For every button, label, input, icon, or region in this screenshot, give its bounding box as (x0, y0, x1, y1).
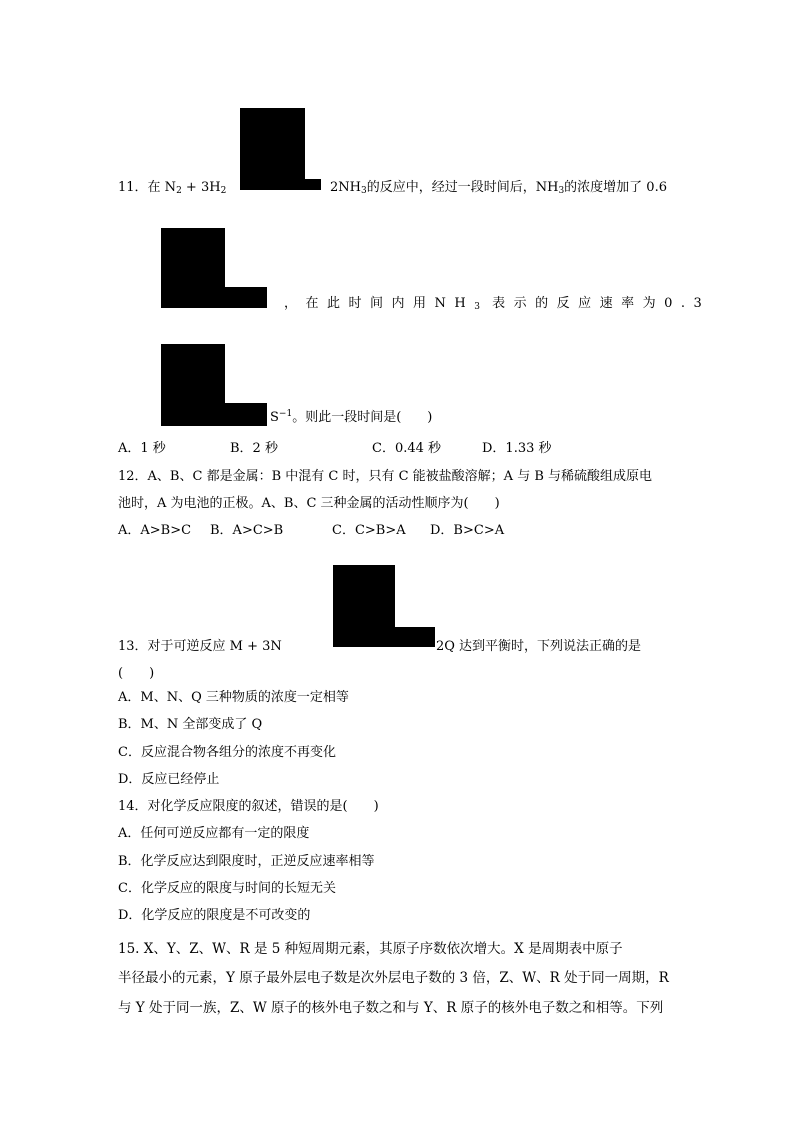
q14-option-d[interactable]: D．化学反应的限度是不可改变的 (118, 908, 311, 923)
q11-text: + 3H (181, 180, 221, 195)
q11-option-a[interactable]: A．1 秒 (118, 441, 166, 456)
q11-sub: 3 (360, 186, 367, 196)
q13-option-b[interactable]: B．M、N 全部变成了 Q (118, 717, 263, 732)
q15-line2: 半径最小的元素，Y 原子最外层电子数是次外层电子数的 3 倍，Z、W、R 处于同一周期，R (118, 970, 669, 986)
q11-sup: −1 (278, 409, 293, 419)
q13-stem-b: 2Q 达到平衡时，下列说法正确的是 (436, 639, 642, 654)
q12-line1: 12．A、B、C 都是金属：B 中混有 C 时，只有 C 能被盐酸溶解；A 与 B 与稀硫酸组成原电 (118, 469, 653, 484)
q11-line2 (284, 292, 711, 312)
q13-option-c[interactable]: C．反应混合物各组分的浓度不再变化 (118, 745, 336, 760)
q11-option-d[interactable]: D．1.33 秒 (482, 441, 552, 456)
q11-text: S (270, 410, 279, 425)
q11-text: 的反应中，经过一段时间后，NH (366, 180, 559, 195)
redacted-image-2b (203, 287, 267, 308)
q11-line1-left (118, 176, 226, 196)
q12-option-d[interactable]: D．B>C>A (430, 523, 505, 538)
q11-line3 (270, 406, 432, 425)
q14-option-b[interactable]: B．化学反应达到限度时，正逆反应速率相等 (118, 854, 375, 869)
q11-sub: 2 (220, 186, 227, 196)
q12-option-c[interactable]: C．C>B>A (332, 523, 406, 538)
q11-text: 表示的反应速率为0.3 (492, 296, 711, 311)
q13-stem-c: ( ) (118, 666, 155, 681)
q14-stem: 14．对化学反应限度的叙述，错误的是( ) (118, 799, 379, 814)
q11-line1-right (330, 176, 667, 196)
q12-line2: 池时，A 为电池的正极。A、B、C 三种金属的活动性顺序为( ) (118, 496, 500, 511)
q12-option-a[interactable]: A．A>B>C (118, 523, 192, 538)
q11-option-c[interactable]: C．0.44 秒 (372, 441, 442, 456)
q15-line3: 与 Y 处于同一族，Z、W 原子的核外电子数之和与 Y、R 原子的核外电子数之和相等。下列 (118, 1000, 664, 1016)
q13-option-a[interactable]: A．M、N、Q 三种物质的浓度一定相等 (118, 690, 349, 705)
q11-text: 。则此一段时间是( ) (292, 410, 433, 425)
redacted-image-1b (281, 179, 321, 190)
q11-sub: 3 (558, 186, 565, 196)
q11-option-b[interactable]: B．2 秒 (230, 441, 278, 456)
q13-stem-a: 13．对于可逆反应 M + 3N (118, 639, 282, 654)
redacted-image-4b (376, 627, 435, 647)
q11-text: 的浓度增加了 0.6 (564, 180, 667, 195)
q14-option-c[interactable]: C．化学反应的限度与时间的长短无关 (118, 881, 336, 896)
q15-line1: 15. X、Y、Z、W、R 是 5 种短周期元素，其原子序数依次增大。X 是周期表中原子 (118, 941, 623, 957)
q11-sub: 3 (474, 302, 480, 312)
q11-text: ，在此时间内用NH (284, 296, 475, 311)
q13-option-d[interactable]: D．反应已经停止 (118, 772, 220, 787)
q12-option-b[interactable]: B．A>C>B (210, 523, 284, 538)
redacted-image-1a (240, 108, 305, 190)
q11-number: 11．在 N (118, 180, 177, 195)
q14-option-a[interactable]: A．任何可逆反应都有一定的限度 (118, 826, 310, 841)
q11-text: 2NH (330, 180, 361, 195)
q11-sub: 2 (176, 186, 182, 196)
redacted-image-3b (203, 403, 267, 426)
